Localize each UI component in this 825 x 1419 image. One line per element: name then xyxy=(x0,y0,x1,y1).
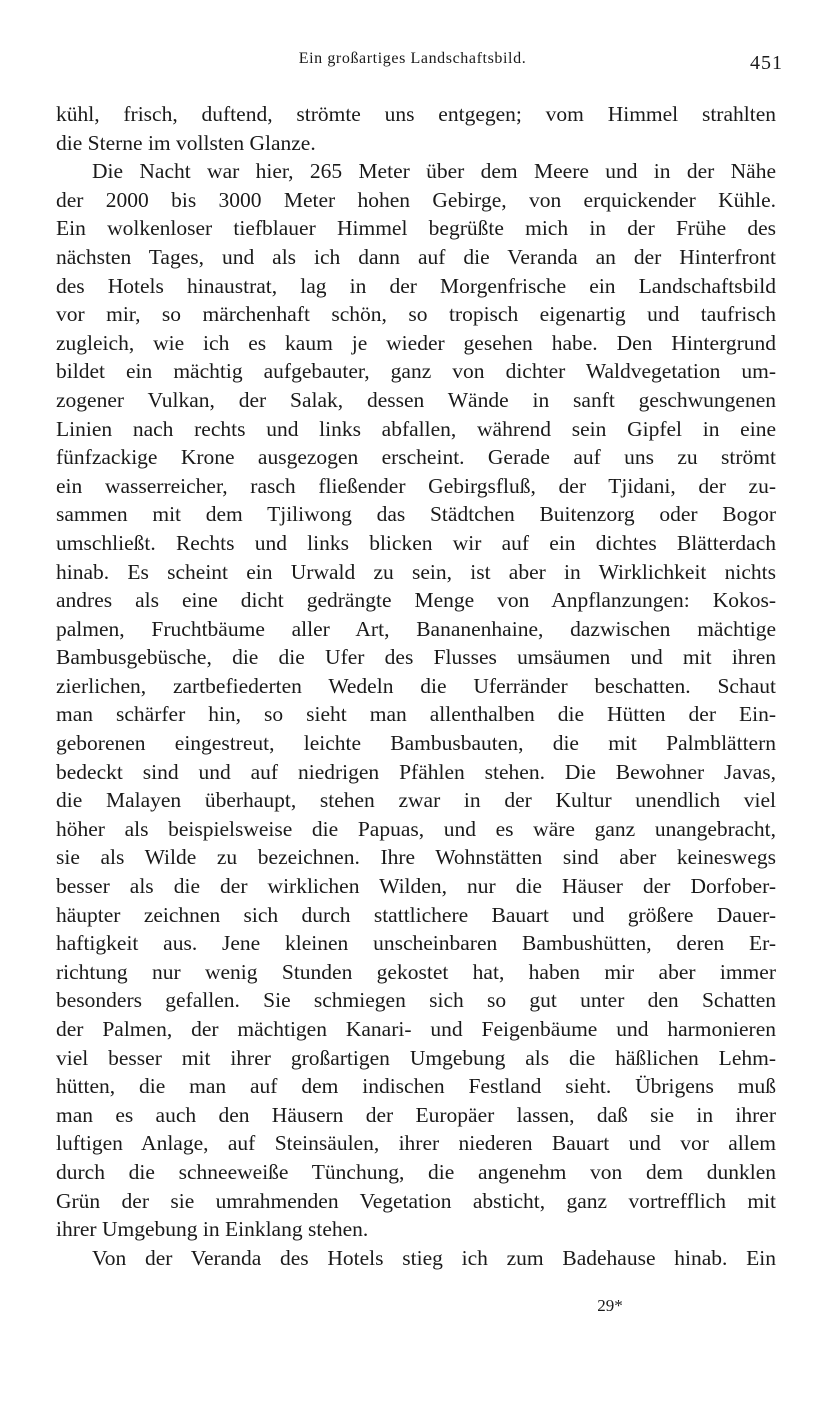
text-line: Die Nacht war hier, 265 Meter über dem Meere und in der Nähe xyxy=(92,159,776,184)
text-line: zugleich, wie ich es kaum je wieder gesehen habe. Den Hintergrund xyxy=(56,330,776,355)
text-line: richtung nur wenig Stunden gekostet hat, haben mir aber immer xyxy=(56,959,776,984)
text-line: Von der Veranda des Hotels stieg ich zum Badehause hinab. Ein xyxy=(92,1245,776,1270)
text-line: haftigkeit aus. Jene kleinen unscheinbaren Bambushütten, deren Er- xyxy=(56,931,776,956)
text-line: viel besser mit ihrer großartigen Umgebung als die häßlichen Lehm- xyxy=(56,1045,776,1070)
text-line: Linien nach rechts und links abfallen, während sein Gipfel in eine xyxy=(56,416,776,441)
text-line: der 2000 bis 3000 Meter hohen Gebirge, von erquickender Kühle. xyxy=(56,187,776,212)
text-line: geborenen eingestreut, leichte Bambusbauten, die mit Palmblättern xyxy=(56,731,776,756)
text-line: Grün der sie umrahmenden Vegetation absticht, ganz vortrefflich mit xyxy=(56,1188,776,1213)
text-line: ihrer Umgebung in Einklang stehen. xyxy=(56,1217,369,1242)
text-line: besonders gefallen. Sie schmiegen sich so gut unter den Schatten xyxy=(56,988,776,1013)
text-line: häupter zeichnen sich durch stattlichere Bauart und größere Dauer- xyxy=(56,902,776,927)
body-text xyxy=(56,100,776,1272)
text-line: nächsten Tages, und als ich dann auf die Veranda an der Hinterfront xyxy=(56,244,776,269)
text-line: bedeckt sind und auf niedrigen Pfählen stehen. Die Bewohner Javas, xyxy=(56,759,776,784)
text-line: andres als eine dicht gedrängte Menge von Anpflanzungen: Kokos- xyxy=(56,588,776,613)
text-line: fünfzackige Krone ausgezogen erscheint. Gerade auf uns zu strömt xyxy=(56,445,776,470)
text-line: luftigen Anlage, auf Steinsäulen, ihrer niederen Bauart und vor allem xyxy=(56,1131,776,1156)
text-line: umschließt. Rechts und links blicken wir auf ein dichtes Blätterdach xyxy=(56,530,776,555)
text-line: sie als Wilde zu bezeichnen. Ihre Wohnstätten sind aber keineswegs xyxy=(56,845,776,870)
text-line: besser als die der wirklichen Wilden, nur die Häuser der Dorfober- xyxy=(56,874,776,899)
text-line: kühl, frisch, duftend, strömte uns entgegen; vom Himmel strahlten xyxy=(56,102,776,126)
text-line: höher als beispielsweise die Papuas, und es wäre ganz unangebracht, xyxy=(56,816,776,841)
signature-mark: 29* xyxy=(597,1296,623,1315)
text-line: zierlichen, zartbefiederten Wedeln die Uferränder beschatten. Schaut xyxy=(56,673,776,698)
text-line: die Sterne im vollsten Glanze. xyxy=(56,130,316,155)
text-line: vor mir, so märchenhaft schön, so tropisch eigenartig und taufrisch xyxy=(56,302,776,327)
text-line: palmen, Fruchtbäume aller Art, Bananenhaine, dazwischen mächtige xyxy=(56,616,776,641)
text-line: Ein wolkenloser tiefblauer Himmel begrüßte mich in der Frühe des xyxy=(56,216,776,241)
text-line: die Malayen überhaupt, stehen zwar in der Kultur unendlich viel xyxy=(56,788,776,813)
text-line: der Palmen, der mächtigen Kanari- und Feigenbäume und harmonieren xyxy=(56,1017,776,1041)
text-line: bildet ein mächtig aufgebauter, ganz von dichter Waldvegetation um- xyxy=(56,359,776,384)
text-line: Bambusgebüsche, die die Ufer des Flusses umsäumen und mit ihren xyxy=(56,645,776,670)
text-line: ein wasserreicher, rasch fließender Gebirgsfluß, der Tjidani, der zu- xyxy=(56,473,776,498)
text-line: hütten, die man auf dem indischen Festland sieht. Übrigens muß xyxy=(56,1074,776,1099)
text-line: sammen mit dem Tjiliwong das Städtchen Buitenzorg oder Bogor xyxy=(56,502,776,527)
text-line: des Hotels hinaustrat, lag in der Morgenfrische ein Landschaftsbild xyxy=(56,273,776,298)
running-head xyxy=(0,48,825,72)
text-line: man es auch den Häusern der Europäer lassen, daß sie in ihrer xyxy=(56,1102,776,1127)
text-line: man schärfer hin, so sieht man allenthalben die Hütten der Ein- xyxy=(56,702,776,727)
page-number: 451 xyxy=(750,52,783,74)
text-line: zogener Vulkan, der Salak, dessen Wände in sanft geschwungenen xyxy=(56,387,776,412)
text-line: durch die schneeweiße Tünchung, die angenehm von dem dunklen xyxy=(56,1159,776,1184)
text-line: hinab. Es scheint ein Urwald zu sein, ist aber in Wirklichkeit nichts xyxy=(56,559,776,584)
running-title: Ein großartiges Landschaftsbild. xyxy=(298,50,527,67)
